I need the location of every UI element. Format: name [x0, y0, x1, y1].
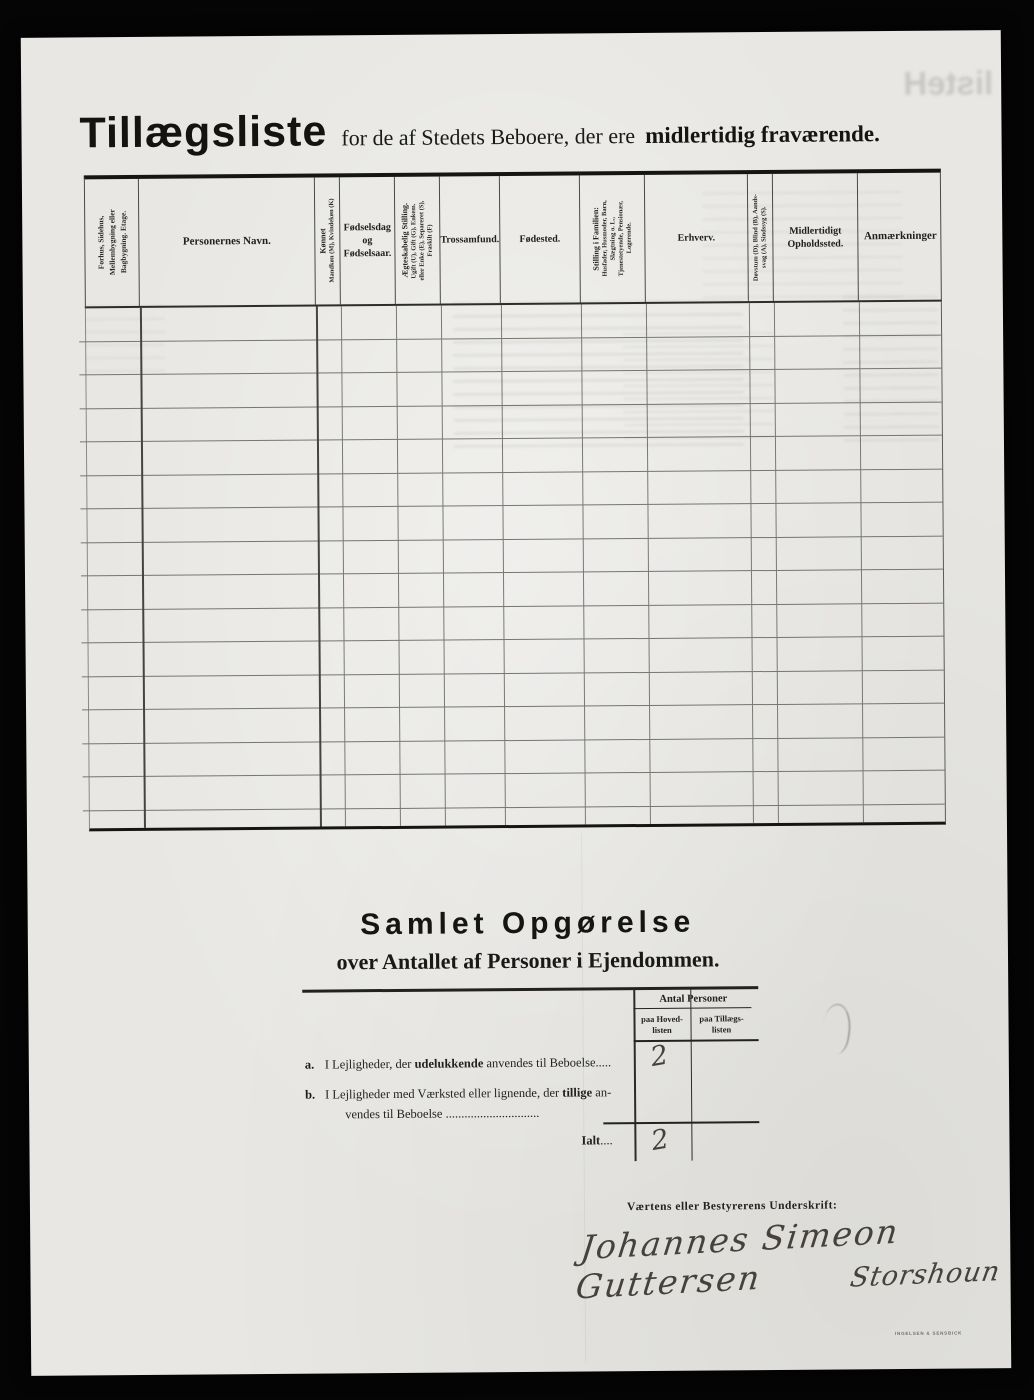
column-header-marital-status: [395, 177, 441, 304]
summary-row-b-text: [325, 1085, 635, 1102]
column-header-religion: [440, 176, 501, 303]
form-title-row: [79, 102, 959, 158]
summary-row-b-index: b.: [305, 1087, 316, 1102]
row-a-suffix: anvendes til Beboelse.....: [483, 1055, 612, 1071]
summary-row-a-index: a.: [304, 1057, 315, 1072]
column-header-building: [85, 179, 140, 306]
bleedthrough-title-text: listeH: [903, 64, 994, 102]
row-a-hovedlisten-value: 2: [648, 1039, 671, 1074]
stray-pen-mark: [819, 1002, 853, 1055]
form-subtitle: for de af Stedets Beboere, der ere: [341, 123, 636, 151]
summary-count-group-header: Antal Personer: [659, 993, 728, 1005]
row-a-prefix: I Lejligheder, der: [324, 1056, 415, 1072]
column-header-sublabel: Husfader, Husmoder, Barn, Slægtning o. L., Tjenestetyende, Pensionær, Logerende.: [600, 200, 633, 277]
form-subtitle-emphasis: midlertidig fraværende.: [645, 121, 880, 148]
bleedthrough-smudge: [85, 305, 166, 376]
total-label: [581, 1133, 612, 1148]
column-header-label: Ægteskabelig Stilling.: [399, 202, 410, 278]
summary-row-b-line2: vendes til Beboelse ..............................: [345, 1105, 540, 1122]
column-header-label: Stilling i Familien:: [590, 207, 601, 271]
column-header-label: Fødested.: [519, 233, 561, 245]
column-header-label: Midlertidigt Opholdssted.: [787, 224, 844, 250]
document-page: [21, 30, 1011, 1376]
signature-handwriting-line1: Johannes Simeon Guttersen: [573, 1211, 902, 1307]
column-header-label: Døvstum (D), Blind (B), Aands- svag (A), Sindssyg (S).: [751, 194, 768, 282]
row-b-suffix: an-: [592, 1085, 612, 1100]
column-header-label: Fødselsdag og Fødselsaar.: [343, 221, 392, 260]
row-a-bold-word: udelukkende: [414, 1056, 484, 1071]
summary-col-tillaegslisten: paa Tillægs- listen: [699, 1013, 744, 1035]
column-header-name: [139, 178, 316, 306]
summary-title: Samlet Opgørelse: [360, 905, 696, 942]
signature-label: Værtens eller Bestyrerens Underskrift:: [626, 1199, 838, 1214]
form-title: Tillægsliste: [79, 107, 328, 158]
column-header-label: Forhus, Sidehus, Mellembygning eller Bagbygning. Etage.: [95, 209, 128, 276]
column-header-label: Personernes Navn.: [182, 234, 271, 248]
total-rule: [603, 1121, 759, 1124]
bleedthrough-smudge: [623, 332, 774, 443]
signature-handwriting-line2: Storshoun: [847, 1256, 1003, 1294]
summary-subtitle: over Antallet af Personer i Ejendommen.: [336, 946, 720, 975]
total-label-word: Ialt: [581, 1133, 601, 1148]
column-header-family-position: [580, 175, 646, 303]
bleedthrough-smudge: [702, 191, 903, 303]
summary-col-hovedlisten: paa Hoved- listen: [641, 1013, 683, 1035]
column-header-label: Trossamfund.: [440, 234, 500, 246]
bleedthrough-smudge: [843, 296, 939, 442]
column-header-sublabel: Ugift (U), Gift (G), Enkem. eller Enke (E), Separeret (S), Fraskilt (F): [409, 200, 434, 281]
row-b-prefix: I Lejligheder med Værksted eller lignende, der: [325, 1085, 563, 1102]
column-header-label: Kønnet: [318, 228, 328, 254]
column-header-sex: [315, 177, 341, 304]
row-b-bold-word: tillige: [562, 1085, 593, 1100]
summary-row-a-text: [325, 1055, 630, 1072]
column-header-birthplace: [500, 175, 581, 303]
total-hovedlisten-value: 2: [649, 1123, 672, 1158]
column-header-label: Erhverv.: [677, 232, 716, 244]
printer-mark: INGELSEN & SENSBICK: [894, 1330, 963, 1337]
total-label-dots: ....: [600, 1133, 613, 1148]
table-row: [83, 804, 945, 843]
summary-header-rule: [633, 1007, 751, 1009]
column-header-sublabel: Mandkøn (M), Kvindekøn (K): [327, 198, 336, 284]
column-header-label: Anmærkninger: [863, 229, 937, 243]
column-header-birthdate: [340, 177, 396, 304]
